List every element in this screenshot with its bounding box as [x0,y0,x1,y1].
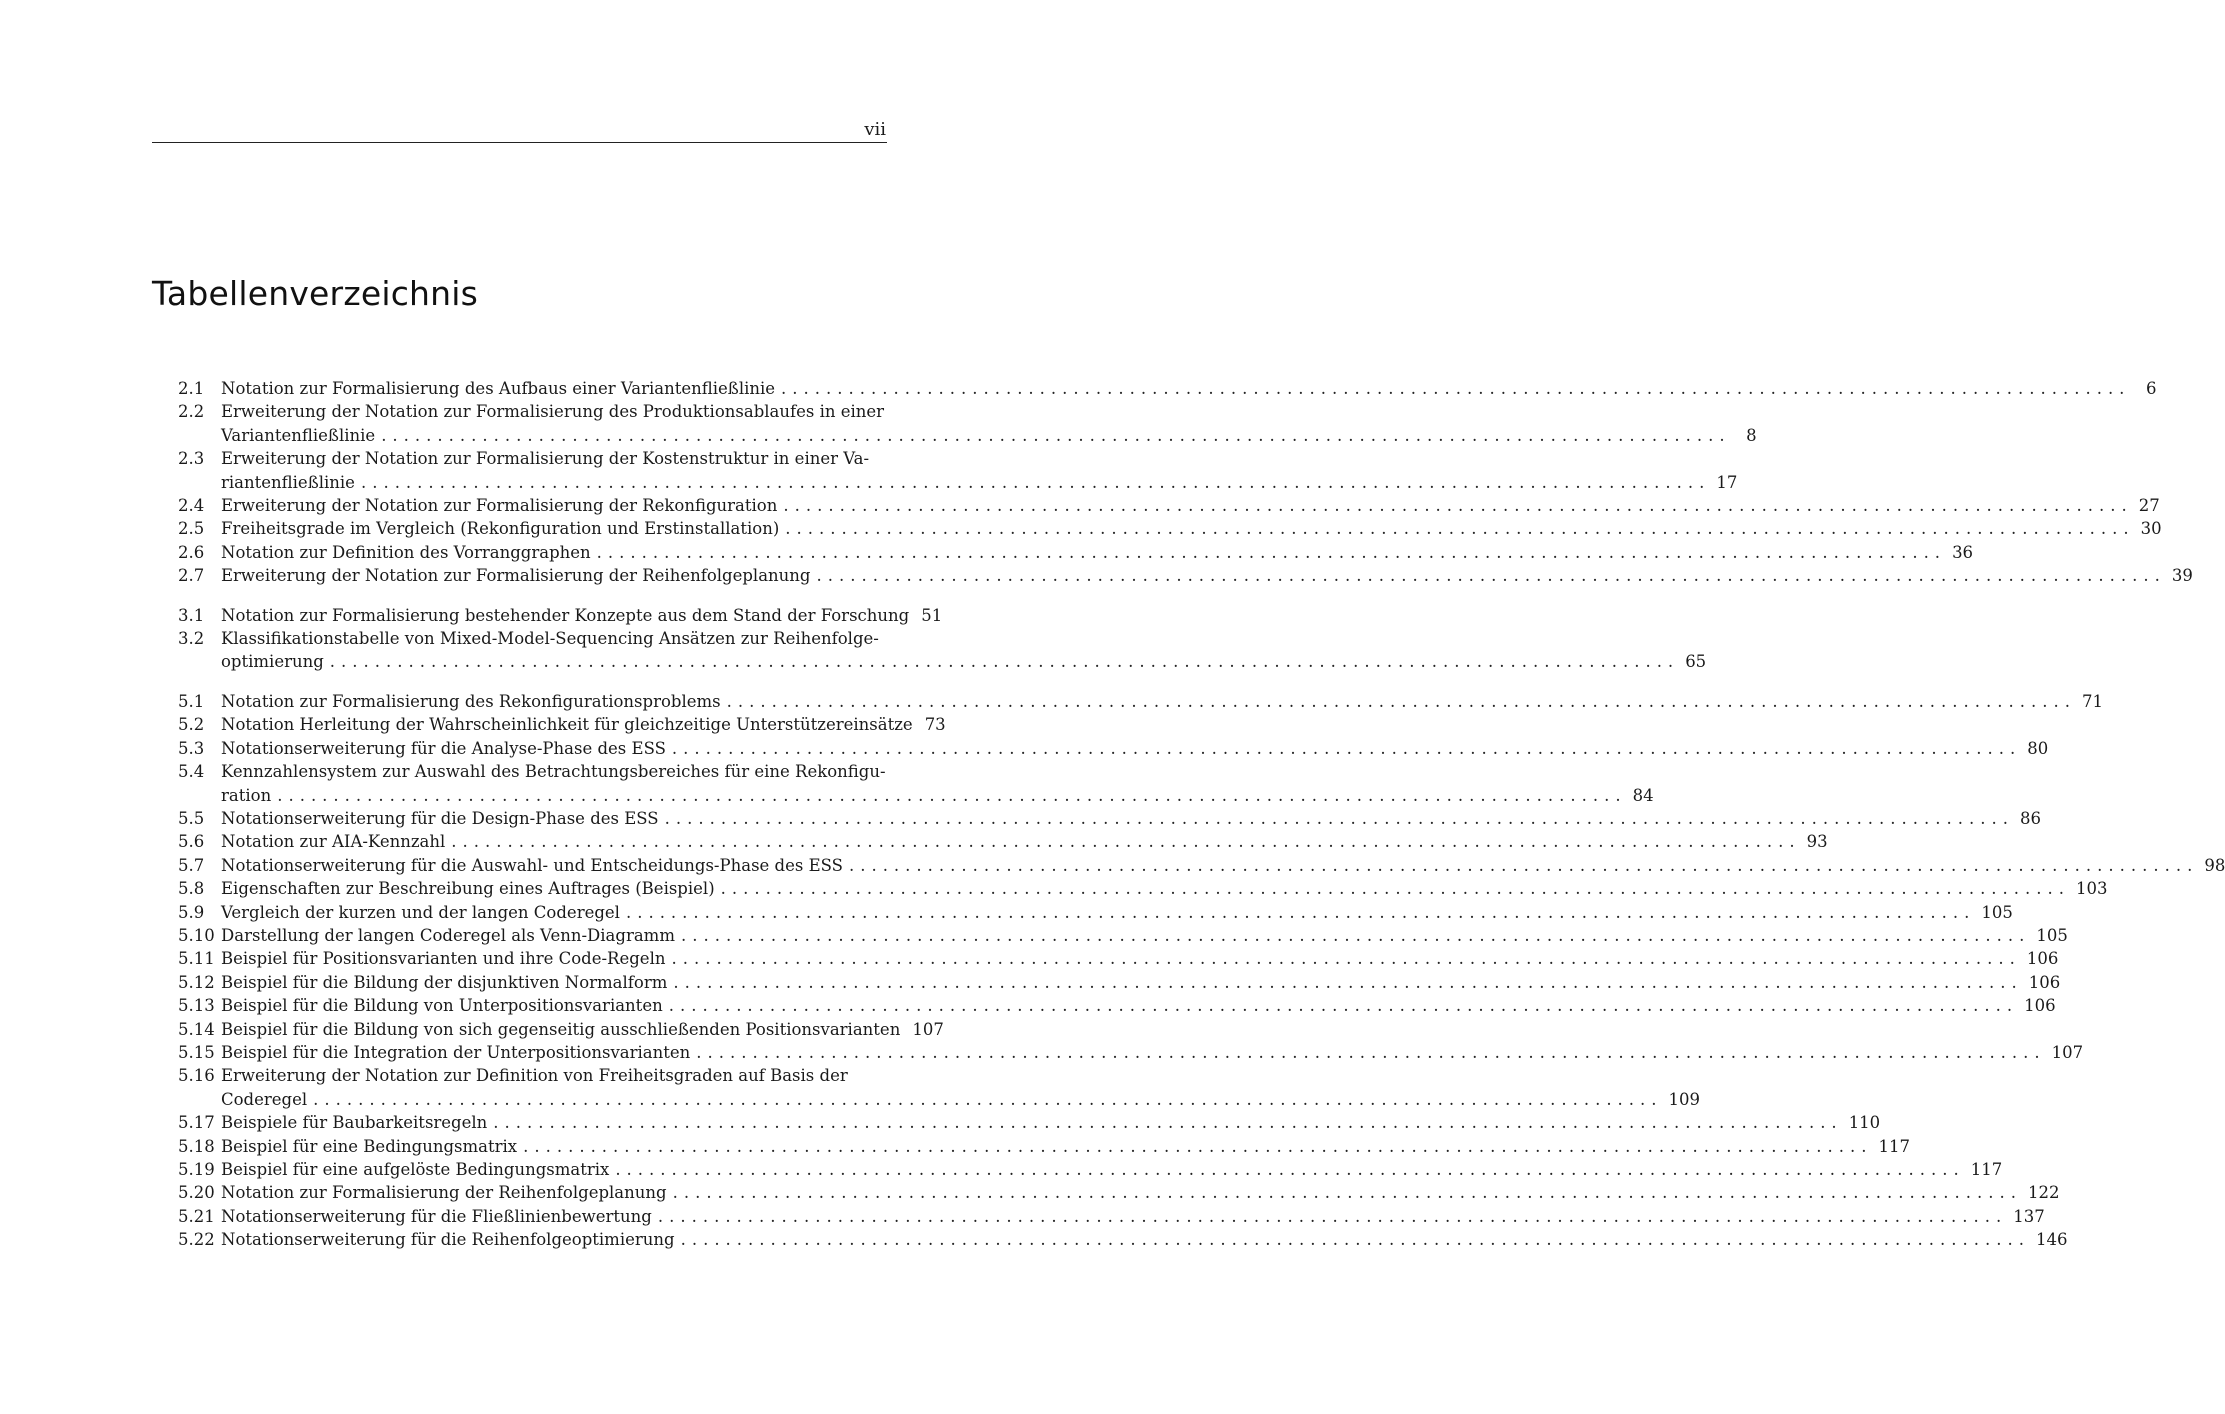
entry-body [221,377,2157,400]
entry-number: 5.19 [178,1160,215,1179]
toc-entry[interactable] [178,994,2056,1017]
entry-number: 3.1 [178,605,205,625]
entry-title: Notationserweiterung für die Reihenfolgeoptimierung [221,1230,675,1250]
entry-page: 93 [1806,832,1828,852]
entry-line [221,564,2193,587]
entry-line [221,1205,2045,1228]
entry-body [221,994,2056,1017]
dot-leader: ........................................................................................................................ [720,879,2071,899]
entry-title: Freiheitsgrade im Vergleich (Rekonfiguration und Erstinstallation) [221,519,780,539]
entry-line [221,377,2157,400]
entry-body [221,494,2160,517]
page-number: vii [864,119,886,140]
entry-title: Klassifikationstabelle von Mixed-Model-Sequencing Ansätzen zur Reihenfolge- [221,629,879,649]
entry-title: Beispiel für eine Bedingungsmatrix [221,1136,518,1156]
entry-title: Darstellung der langen Coderegel als Venn-Diagramm [221,925,675,945]
entry-title: Beispiel für eine aufgelöste Bedingungsmatrix [221,1160,610,1179]
dot-leader: ........................................................................................................................ [277,785,1627,805]
entry-number: 2.7 [178,566,205,586]
entry-page: 84 [1632,785,1654,805]
entry-body [221,1205,2045,1228]
entry-line [221,901,2013,924]
entry-page: 107 [2051,1042,2084,1062]
entry-title: Notationserweiterung für die Design-Phase des ESS [221,808,659,828]
entry-title: riantenfließlinie [221,472,355,492]
entry-line [221,517,2162,540]
entry-page: 117 [1878,1136,1910,1156]
toc-entry[interactable] [178,971,2061,994]
entry-body [221,1135,1910,1158]
entry-body [221,541,1974,564]
entry-title: Beispiel für die Bildung von Unterpositionsvarianten [221,996,663,1016]
entry-page: 137 [2013,1206,2045,1226]
toc-entry[interactable] [178,377,2157,400]
entry-page: 106 [2024,996,2056,1016]
entry-title: Notation zur AIA-Kennzahl [221,832,446,852]
entry-body [221,760,1654,807]
toc-group [178,604,1707,674]
dot-leader: ........................................................................................................................ [615,1160,1965,1179]
toc-entry[interactable] [178,901,2013,924]
entry-body [221,1111,1881,1134]
entry-number: 5.3 [178,738,205,758]
toc-entry[interactable] [178,604,943,627]
entry-page: 73 [924,715,946,735]
entry-number: 2.3 [178,449,205,469]
entry-title: Beispiel für Positionsvarianten und ihre Code-Regeln [221,949,666,969]
entry-body [221,971,2061,994]
entry-line [221,760,888,783]
entry-title: Notationserweiterung für die Fließlinienbewertung [221,1206,652,1226]
toc-group [178,377,2193,588]
entry-line [221,830,1828,853]
dot-leader: ........................................................................................................................ [668,996,2019,1016]
entry-line [221,650,1707,673]
entry-number: 5.22 [178,1230,215,1250]
entry-number: 5.11 [178,949,215,969]
entry-title: Erweiterung der Notation zur Definition von Freiheitsgraden auf Basis der [221,1066,848,1086]
dot-leader: ........................................................................................................................ [523,1136,1873,1156]
entry-title: Beispiel für die Bildung der disjunktiven Normalform [221,972,668,992]
entry-title: optimierung [221,652,324,672]
toc-entry[interactable] [178,627,1707,674]
dot-leader: ........................................................................................................................ [625,902,1976,922]
entry-body [221,924,2068,947]
entry-body [221,947,2059,970]
chapter-title: Tabellenverzeichnis [152,274,479,313]
entry-number: 5.18 [178,1136,215,1156]
entry-title: Notationserweiterung für die Auswahl- und Entscheidungs-Phase des ESS [221,855,843,875]
entry-page: 107 [912,1019,944,1039]
entry-body [221,1181,2060,1204]
entry-line [221,737,2049,760]
entry-body [221,517,2162,540]
entry-title: Notation zur Formalisierung des Rekonfigurationsproblems [221,691,721,711]
toc-entry[interactable] [178,1205,2045,1228]
toc-entry[interactable] [178,1041,2084,1064]
entry-number: 2.5 [178,519,205,539]
entry-number: 5.5 [178,808,205,828]
entry-line [221,1064,888,1087]
dot-leader: ........................................................................................................................ [664,808,2014,828]
entry-page: 80 [2027,738,2049,758]
toc-entry[interactable] [178,1064,1701,1111]
dot-leader: ........................................................................................................................ [493,1113,1843,1133]
toc-entry[interactable] [178,854,2225,877]
entry-title: Notationserweiterung für die Analyse-Phase des ESS [221,738,666,758]
entry-title: Notation Herleitung der Wahrscheinlichkeit für gleichzeitige Unterstützereinsätze [221,715,913,735]
entry-number: 5.13 [178,996,215,1016]
entry-number: 5.7 [178,855,205,875]
entry-line [221,1228,2068,1251]
toc-entry[interactable] [178,1158,2003,1181]
entry-page: 109 [1668,1089,1701,1109]
entry-title: Erweiterung der Notation zur Formalisierung der Kostenstruktur in einer Va- [221,449,870,469]
entry-title: Beispiele für Baubarkeitsregeln [221,1113,488,1133]
entry-body [221,807,2041,830]
entry-page: 8 [1746,425,1757,445]
entry-line [221,690,2103,713]
entry-number: 5.1 [178,691,205,711]
toc-entry[interactable] [178,494,2160,517]
entry-line [221,971,2061,994]
entry-title: Eigenschaften zur Beschreibung eines Auftrages (Beispiel) [221,879,715,899]
entry-line [221,541,1974,564]
entry-page: 30 [2140,519,2162,539]
dot-leader: ........................................................................................................................ [596,542,1947,562]
entry-number: 5.20 [178,1183,215,1203]
toc-entry[interactable] [178,541,1974,564]
entry-number: 5.15 [178,1042,215,1062]
entry-number: 5.17 [178,1113,215,1133]
entry-body [221,690,2103,713]
toc-entry[interactable] [178,924,2068,947]
entry-page: 65 [1685,652,1707,672]
entry-line [221,807,2041,830]
toc-entry[interactable] [178,1135,1910,1158]
entry-number: 5.4 [178,762,205,782]
toc-entry[interactable] [178,447,1738,494]
entry-title: Notation zur Formalisierung des Aufbaus einer Variantenfließlinie [221,379,776,398]
dot-leader: ........................................................................................................................ [671,738,2022,758]
entry-body [221,877,2108,900]
entry-line [221,1111,1881,1134]
entry-line [221,494,2160,517]
entry-page: 98 [2204,855,2225,875]
entry-line [221,471,1738,494]
dot-leader: ........................................................................................................................ [781,379,2131,398]
entry-title: Notation zur Formalisierung bestehender Konzepte aus dem Stand der Forschung [221,605,910,625]
entry-number: 2.1 [178,379,205,398]
entry-body [221,627,1707,674]
entry-line [221,1181,2060,1204]
entry-body [221,901,2013,924]
entry-title: Notation zur Definition des Vorranggraphen [221,542,591,562]
entry-page: 27 [2138,496,2160,516]
dot-leader: ........................................................................................................................ [680,925,2031,945]
entry-title: Erweiterung der Notation zur Formalisierung der Rekonfiguration [221,496,778,516]
entry-line [221,1158,2003,1181]
entry-number: 5.2 [178,715,205,735]
entry-page: 86 [2020,808,2041,828]
dot-leader: ........................................................................................................................ [785,519,2135,539]
toc-group [178,690,2225,1252]
header-rule [152,142,887,143]
dot-leader: ........................................................................................................................ [329,652,1680,672]
dot-leader: ........................................................................................................................ [381,425,1731,445]
dot-leader: ........................................................................................................................ [673,972,2023,992]
entry-line [221,1135,1910,1158]
entry-page: 103 [2076,879,2108,899]
toc-entry[interactable] [178,400,1757,447]
entry-body [221,400,1757,447]
entry-line [221,947,2059,970]
entry-page: 71 [2082,691,2103,711]
entry-body [221,713,946,736]
entry-body [221,604,943,627]
entry-page: 146 [2035,1230,2068,1250]
entry-line [221,713,946,736]
table-of-tables [178,377,2225,1252]
entry-line [221,924,2068,947]
toc-entry[interactable] [178,690,2103,713]
entry-body [221,1228,2068,1251]
entry-number: 5.12 [178,972,215,992]
entry-body [221,1064,1701,1111]
entry-line [221,877,2108,900]
entry-page: 105 [2036,925,2068,945]
entry-line [221,604,943,627]
entry-body [221,830,1828,853]
entry-line [221,424,1757,447]
entry-page: 39 [2171,566,2193,586]
dot-leader: ........................................................................................................................ [848,855,2199,875]
dot-leader: ........................................................................................................................ [680,1230,2030,1250]
toc-entry[interactable] [178,807,2041,830]
toc-entry[interactable] [178,1018,944,1041]
entry-number: 5.8 [178,879,205,899]
entry-title: Variantenfließlinie [221,425,376,445]
toc-entry[interactable] [178,947,2059,970]
entry-number: 5.16 [178,1066,215,1086]
entry-line [221,784,1654,807]
toc-entry[interactable] [178,713,946,736]
entry-body [221,1041,2084,1064]
toc-entry[interactable] [178,877,2108,900]
entry-number: 5.14 [178,1019,215,1039]
dot-leader: ........................................................................................................................ [657,1206,2008,1226]
dot-leader: ........................................................................................................................ [672,1183,2022,1203]
entry-line [221,994,2056,1017]
entry-page: 117 [1970,1160,2003,1179]
entry-number: 2.2 [178,402,205,422]
entry-page: 122 [2027,1183,2060,1203]
dot-leader: ........................................................................................................................ [313,1089,1663,1109]
dot-leader: ........................................................................................................................ [726,691,2076,711]
entry-page: 17 [1716,472,1738,492]
entry-line [221,447,888,470]
entry-title: Vergleich der kurzen und der langen Coderegel [221,902,620,922]
entry-title: Erweiterung der Notation zur Formalisierung des Produktionsablaufes in einer [221,402,885,422]
toc-entry[interactable] [178,1228,2068,1251]
entry-number: 2.4 [178,496,205,516]
entry-page: 36 [1952,542,1974,562]
entry-title: Erweiterung der Notation zur Formalisierung der Reihenfolgeplanung [221,566,811,586]
entry-line [221,1088,1701,1111]
entry-page: 105 [1981,902,2013,922]
dot-leader: ........................................................................................................................ [783,496,2133,516]
dot-leader: ........................................................................................................................ [360,472,1711,492]
toc-entry[interactable] [178,517,2162,540]
entry-body [221,854,2225,877]
entry-body [221,447,1738,494]
toc-entry[interactable] [178,1181,2060,1204]
dot-leader: ........................................................................................................................ [696,1042,2046,1062]
entry-line [221,400,888,423]
entry-line [221,1041,2084,1064]
entry-number: 5.9 [178,902,205,922]
entry-number: 5.10 [178,925,215,945]
entry-body [221,1018,944,1041]
entry-line [221,1018,944,1041]
entry-line [221,854,2225,877]
entry-title: ration [221,785,272,805]
entry-title: Beispiel für die Bildung von sich gegenseitig ausschließenden Positionsvarianten [221,1019,901,1039]
toc-entry[interactable] [178,760,1654,807]
toc-entry[interactable] [178,830,1828,853]
toc-entry[interactable] [178,737,2049,760]
entry-page: 110 [1848,1113,1881,1133]
entry-line [221,627,888,650]
entry-page: 6 [2145,379,2157,398]
entry-page: 106 [2028,972,2061,992]
entry-title: Notation zur Formalisierung der Reihenfolgeplanung [221,1183,667,1203]
dot-leader: ........................................................................................................................ [816,566,2166,586]
toc-entry[interactable] [178,1111,1881,1134]
entry-number: 2.6 [178,542,205,562]
entry-title: Beispiel für die Integration der Unterpositionsvarianten [221,1042,691,1062]
entry-number: 5.21 [178,1206,215,1226]
entry-body [221,737,2049,760]
entry-body [221,1158,2003,1181]
dot-leader: ........................................................................................................................ [671,949,2021,969]
entry-number: 5.6 [178,832,205,852]
entry-page: 106 [2026,949,2059,969]
entry-body [221,564,2193,587]
entry-title: Coderegel [221,1089,308,1109]
entry-title: Kennzahlensystem zur Auswahl des Betrachtungsbereiches für eine Rekonfigu- [221,762,886,782]
toc-entry[interactable] [178,564,2193,587]
entry-number: 3.2 [178,629,205,649]
dot-leader: ........................................................................................................................ [451,832,1801,852]
entry-page: 51 [921,605,943,625]
